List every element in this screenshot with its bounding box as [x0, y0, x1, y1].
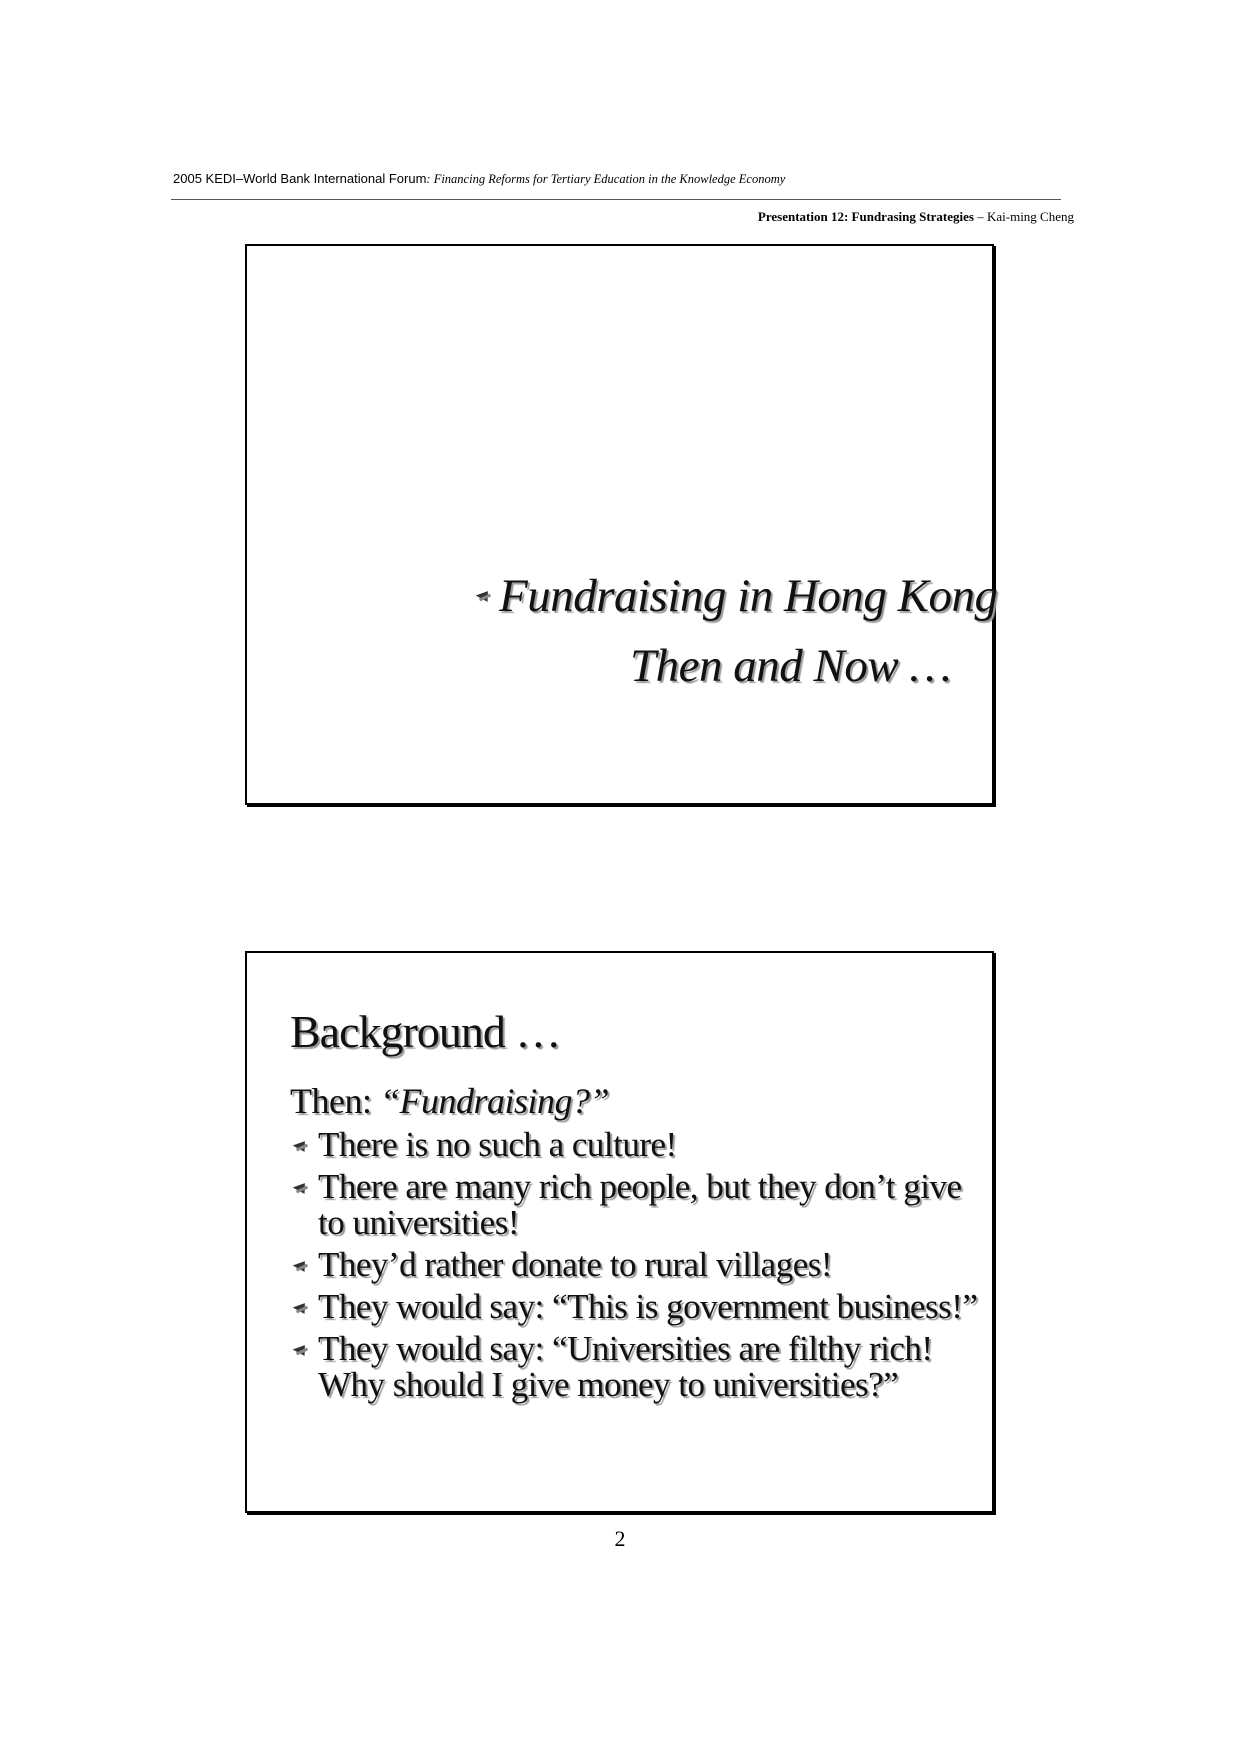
presentation-title: Presentation 12: Fundrasing Strategies — [757, 209, 974, 224]
slide-2-heading: Background … — [290, 1006, 561, 1057]
running-header — [173, 171, 785, 187]
slide-1-title-line2: Then and Now … — [630, 640, 951, 692]
list-item-text: There is no such a culture! — [318, 1125, 677, 1164]
bullet-icon — [475, 591, 499, 611]
slide-2-then — [290, 1080, 609, 1122]
forum-name: 2005 KEDI–World Bank International Forum — [173, 171, 427, 186]
list-item-text: They would say: “Universities are filthy rich! Why should I give money to universities?” — [318, 1329, 933, 1404]
list-item — [290, 1247, 990, 1283]
author-name: – Kai-ming Cheng — [973, 209, 1074, 224]
header-rule — [171, 199, 1061, 200]
slide-1-title — [475, 561, 998, 701]
list-item-text: There are many rich people, but they don’t give to universities! — [318, 1167, 962, 1242]
list-item — [290, 1331, 990, 1403]
list-item-text: They would say: “This is government business!” — [318, 1287, 978, 1326]
then-quote: “Fundraising?” — [379, 1081, 610, 1121]
bullet-icon — [292, 1261, 312, 1275]
bullet-icon — [292, 1183, 312, 1197]
slide-1 — [245, 244, 998, 805]
presentation-header — [758, 209, 1074, 225]
bullet-list — [290, 1127, 990, 1409]
list-item — [290, 1169, 990, 1241]
slide-1-title-line1: Fundraising in Hong Kong — [499, 570, 998, 622]
bullet-icon — [292, 1345, 312, 1359]
bullet-icon — [292, 1303, 312, 1317]
bullet-icon — [292, 1141, 312, 1155]
then-label: Then: — [290, 1081, 380, 1121]
page-number: 2 — [614, 1526, 626, 1551]
list-item — [290, 1127, 990, 1163]
list-item-text: They’d rather donate to rural villages! — [318, 1245, 833, 1284]
slide-2 — [245, 951, 994, 1513]
list-item — [290, 1289, 990, 1325]
forum-subtitle: : Financing Reforms for Tertiary Education in the Knowledge Economy — [426, 172, 786, 186]
